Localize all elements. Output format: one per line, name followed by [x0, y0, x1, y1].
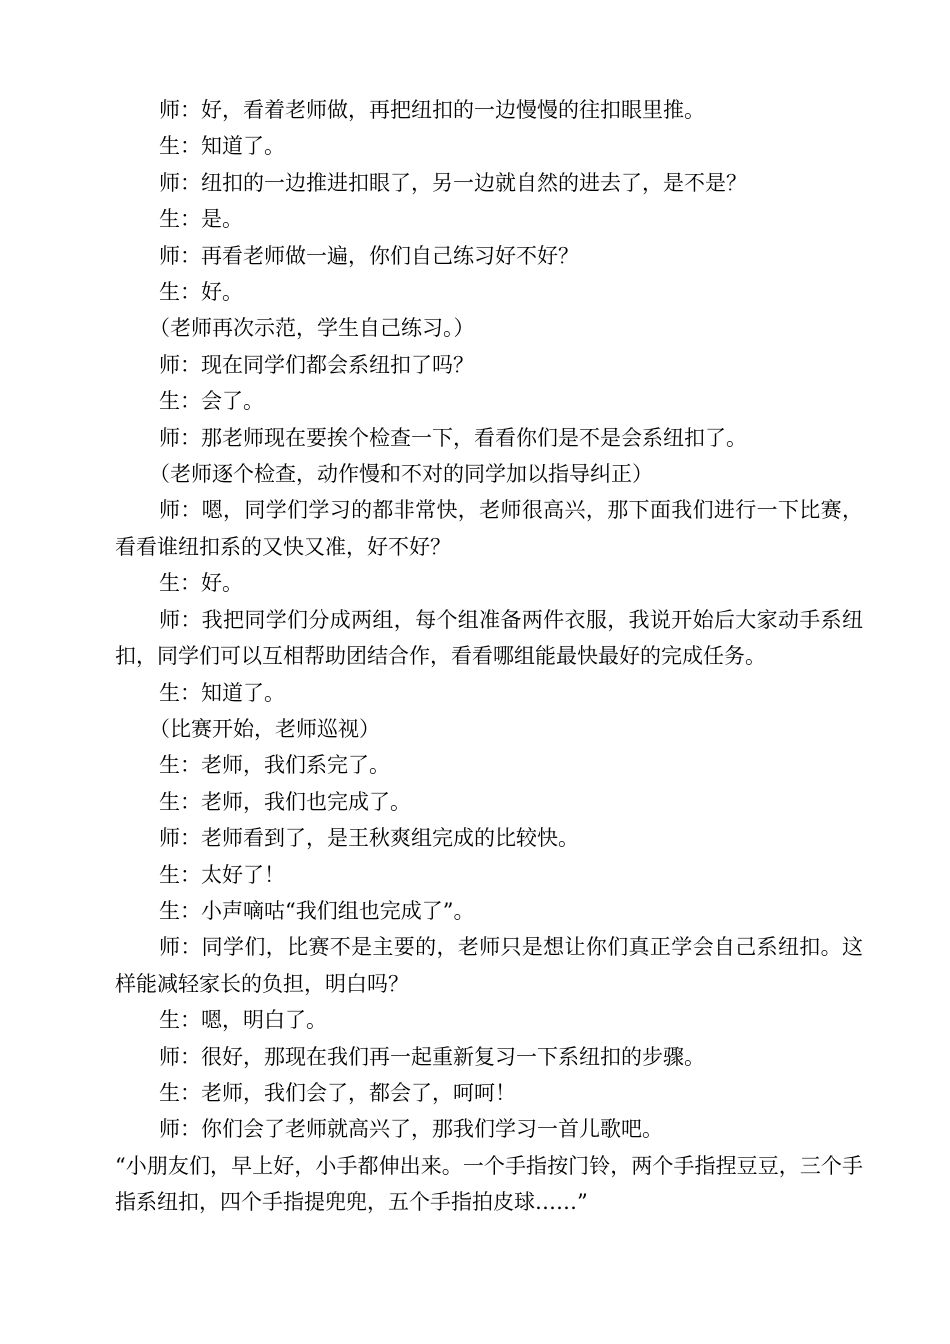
- stage-note: （比赛开始，老师巡视）: [149, 716, 380, 741]
- dialogue-line: 师：好，看着老师做，再把纽扣的一边慢慢的往扣眼里推。: [159, 98, 705, 122]
- dialogue-line: 师：现在同学们都会系纽扣了吗？: [159, 352, 474, 377]
- dialogue-line: 生：好。: [159, 571, 243, 596]
- dialogue-line: 师：再看老师做一遍，你们自己练习好不好？: [159, 243, 579, 268]
- dialogue-line: 生：太好了！: [159, 862, 285, 887]
- dialogue-line: 生：知道了。: [159, 134, 285, 159]
- dialogue-line: 生：老师，我们也完成了。: [159, 789, 411, 814]
- stage-note: （老师逐个检查，动作慢和不对的同学加以指导纠正）: [149, 462, 653, 487]
- dialogue-line: 师：嗯，同学们学习的都非常快，老师很高兴，那下面我们进行一下比赛，看看谁纽扣系的又快又准，好不好？: [115, 498, 863, 559]
- dialogue-line: 师：很好，那现在我们再一起重新复习一下系纽扣的步骤。: [159, 1044, 705, 1069]
- dialogue-line: 生：会了。: [159, 389, 264, 414]
- dialogue-text: [115, 92, 863, 1221]
- stage-note: （老师再次示范，学生自己练习。）: [149, 316, 475, 341]
- dialogue-line: 生：知道了。: [159, 680, 285, 705]
- nursery-rhyme: “小朋友们，早上好，小手都伸出来。一个手指按门铃，两个手指捏豆豆，三个手指系纽扣，四个手指提兜兜，五个手指拍皮球……”: [115, 1153, 863, 1215]
- dialogue-line: 生：老师，我们系完了。: [159, 753, 390, 778]
- dialogue-line: 师：纽扣的一边推进扣眼了，另一边就自然的进去了，是不是？: [159, 170, 747, 195]
- dialogue-line: 师：那老师现在要挨个检查一下，看看你们是不是会系纽扣了。: [159, 425, 747, 450]
- dialogue-line: 师：我把同学们分成两组，每个组准备两件衣服，我说开始后大家动手系纽扣，同学们可以互相帮助团结合作，看看哪组能最快最好的完成任务。: [115, 607, 863, 669]
- dialogue-line: 生：是。: [159, 207, 243, 232]
- dialogue-line: 生：好。: [159, 280, 243, 305]
- dialogue-line: 师：你们会了老师就高兴了，那我们学习一首儿歌吧。: [159, 1117, 663, 1142]
- dialogue-line: 师：老师看到了，是王秋爽组完成的比较快。: [159, 826, 579, 851]
- dialogue-line: 生：老师，我们会了，都会了，呵呵！: [159, 1080, 516, 1105]
- dialogue-line: 师：同学们，比赛不是主要的，老师只是想让你们真正学会自己系纽扣。这样能减轻家长的负担，明白吗？: [115, 935, 863, 996]
- dialogue-line: 生：嗯，明白了。: [159, 1008, 327, 1033]
- dialogue-line: 生：小声嘀咕“我们组也完成了”。: [159, 898, 475, 923]
